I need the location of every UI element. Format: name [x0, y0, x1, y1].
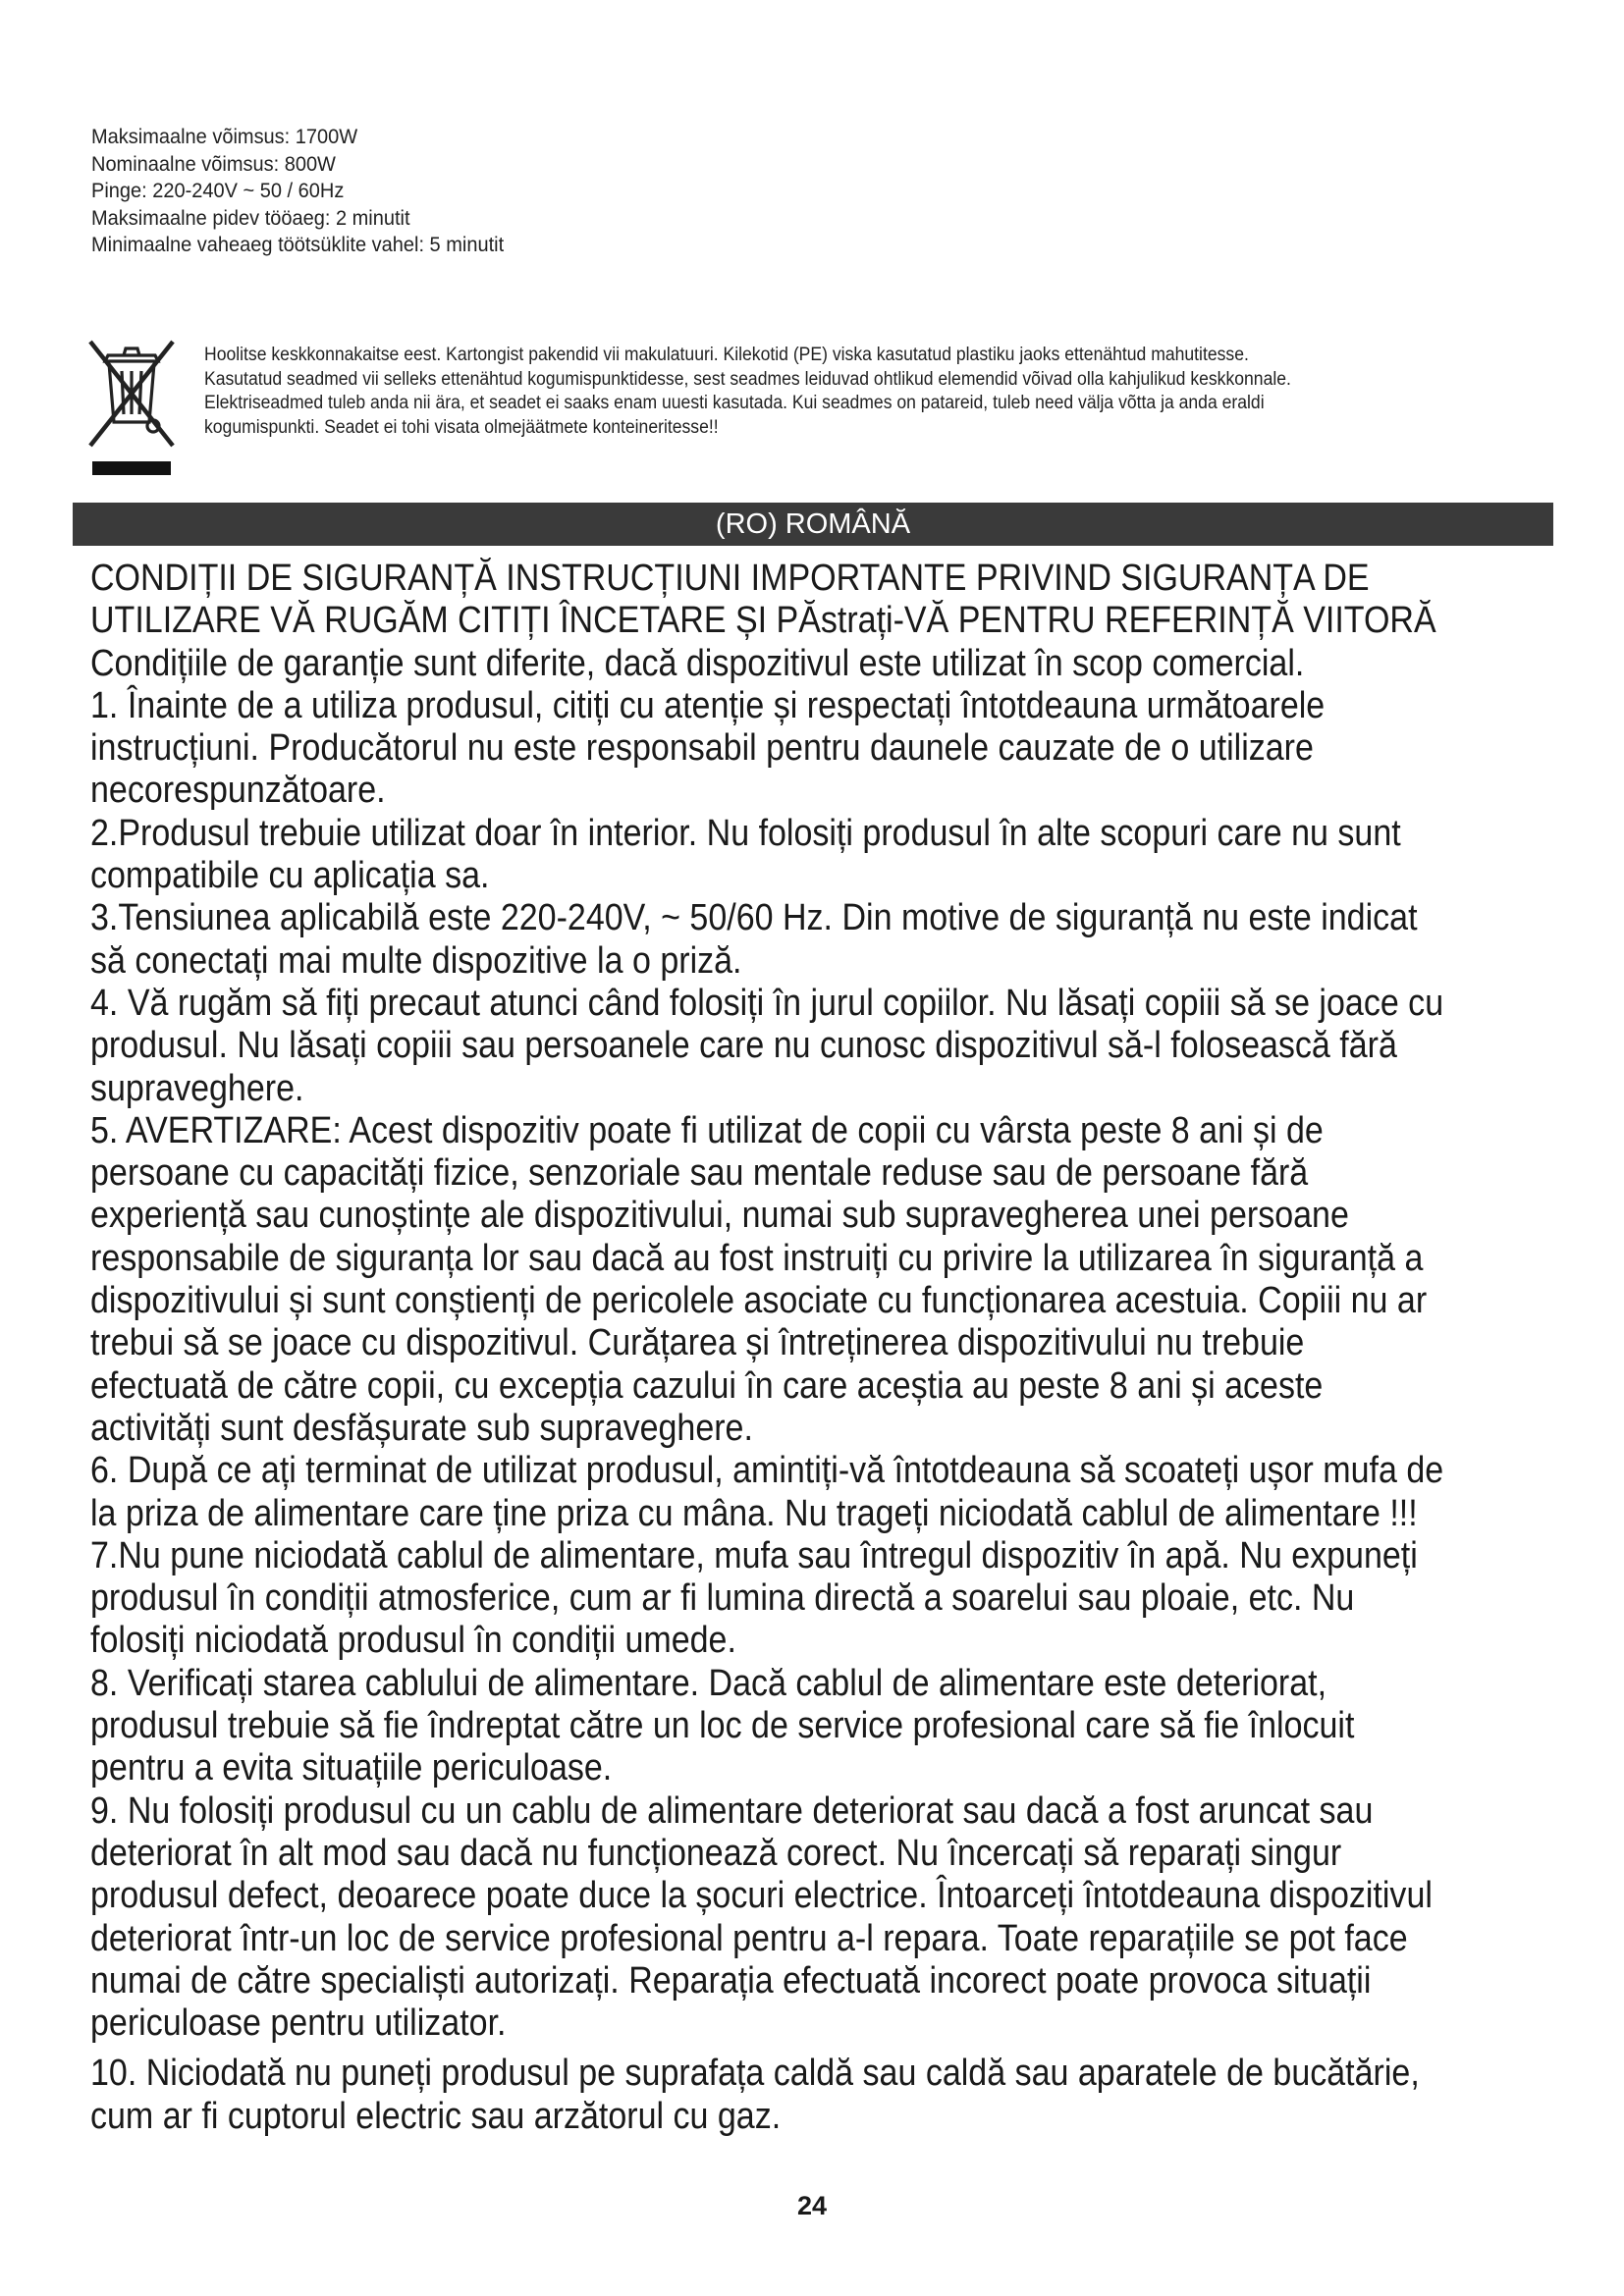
page-number: 24: [796, 2191, 828, 2220]
text-line: necorespunzătoare.: [90, 770, 386, 812]
spec-nominal-power: Nominaalne võimsus: 800W: [91, 151, 336, 176]
text-line: instrucțiuni. Producătorul nu este responsabil pentru daunele cauzate de o utilizare: [90, 727, 1314, 770]
text-line: produsul. Nu lăsați copiii sau persoanele care nu cunosc dispozitivul să-l folosească fără: [90, 1025, 1397, 1067]
text-line: 9. Nu folosiți produsul cu un cablu de alimentare deteriorat sau dacă a fost aruncat sau: [90, 1789, 1374, 1832]
text-line: produsul în condiții atmosferice, cum ar fi lumina directă a soarelui sau ploaie, etc. Nu: [90, 1577, 1355, 1620]
spec-voltage: Pinge: 220-240V ~ 50 / 60Hz: [91, 179, 345, 202]
spec-max-power: Maksimaalne võimsus: 1700W: [91, 125, 358, 148]
text-line: trebui să se joace cu dispozitivul. Curățarea și întreținerea dispozitivului nu trebuie: [90, 1322, 1305, 1364]
technical-specs: [91, 124, 504, 259]
text-line: 1. Înainte de a utiliza produsul, citiți cu atenție și respectați întotdeauna următoarele: [90, 684, 1326, 726]
text-line: Condițiile de garanție sunt diferite, dacă dispozitivul este utilizat în scop comercial.: [90, 642, 1305, 684]
text-line: deteriorat în alt mod sau dacă nu funcționează corect. Nu încercați să reparați singur: [90, 1832, 1342, 1874]
spec-min-pause: Minimaalne vaheaeg töötsüklite vahel: 5 minutit: [91, 233, 505, 256]
text-line: 4. Vă rugăm să fiți precaut atunci când folosiți în jurul copiilor. Nu lăsați copiii să se joace cu: [90, 982, 1444, 1024]
section-heading: CONDIȚII DE SIGURANȚĂ INSTRUCȚIUNI IMPORTANTE PRIVIND SIGURANȚA DE: [90, 558, 1370, 599]
text-line: 7.Nu pune niciodată cablul de alimentare, mufa sau întregul dispozitiv în apă. Nu expuneți: [90, 1534, 1418, 1576]
text-line: compatibile cu aplicația sa.: [90, 855, 490, 897]
text-line: efectuată de către copii, cu excepția cazului în care aceștia au peste 8 ani și aceste: [90, 1364, 1324, 1407]
text-line: numai de către specialiști autorizați. Reparația efectuată incorect poate provoca situații: [90, 1959, 1372, 2002]
safety-instructions: [90, 558, 1444, 2138]
recycling-notice: [204, 344, 1485, 441]
text-line: 10. Niciodată nu puneți produsul pe suprafața caldă sau caldă sau aparatele de bucătărie,: [90, 2053, 1420, 2095]
section-heading: UTILIZARE VĂ RUGĂM CITIȚI ÎNCETARE ȘI PĂstrați-VĂ PENTRU REFERINȚĂ VIITORĂ: [90, 600, 1436, 642]
text-line: responsabile de siguranța lor sau dacă au fost instruiți cu privire la utilizarea în siguranță a: [90, 1237, 1424, 1279]
spec-max-runtime: Maksimaalne pidev tööaeg: 2 minutit: [91, 205, 410, 230]
text-line: persoane cu capacități fizice, senzoriale sau mentale reduse sau de persoane fără: [90, 1152, 1309, 1195]
text-line: 8. Verificați starea cablului de alimentare. Dacă cablul de alimentare este deteriorat,: [90, 1662, 1327, 1704]
text-line: 5. AVERTIZARE: Acest dispozitiv poate fi utilizat de copii cu vârsta peste 8 ani și de: [90, 1109, 1324, 1151]
text-line: activități sunt desfășurate sub supraveghere.: [90, 1407, 753, 1449]
recycling-line: Elektriseadmed tuleb anda nii ära, et seadet ei saaks enam uuesti kasutada. Kui seadmes on patareid, tuleb need välja võtta ja anda eraldi: [204, 393, 1265, 414]
text-line: 3.Tensiunea aplicabilă este 220-240V, ~ 50/60 Hz. Din motive de siguranță nu este indicat: [90, 897, 1418, 939]
text-line: dispozitivului și sunt conștienți de pericolele asociate cu funcționarea acestuia. Copiii nu ar: [90, 1280, 1428, 1322]
text-line: pentru a evita situațiile periculoase.: [90, 1747, 613, 1789]
weee-crossed-bin-icon: [81, 334, 183, 479]
recycling-line: kogumispunkti. Seadet ei tohi visata olmejäätmete konteineritesse!!: [204, 417, 719, 439]
text-line: la priza de alimentare care ține priza cu mâna. Nu trageți niciodată cablul de alimentare !!!: [90, 1492, 1418, 1534]
recycling-line: Kasutatud seadmed vii selleks ettenähtud kogumispunktidesse, sest seadmes leiduvad ohtlikud elemendid võivad olla kahjulikud keskkonnale.: [204, 368, 1291, 390]
recycling-line: Hoolitse keskkonnakaitse eest. Kartongist pakendid vii makulatuuri. Kilekotid (PE) viska kasutatud plastiku jaoks ettenähtud mahutitesse.: [204, 345, 1249, 365]
text-line: folosiți niciodată produsul în condiții umede.: [90, 1620, 736, 1662]
text-line: produsul trebuie să fie îndreptat către un loc de service profesional care să fie înlocuit: [90, 1705, 1355, 1747]
language-header: (RO) ROMÂNĂ: [73, 503, 1553, 546]
text-line: periculoase pentru utilizator.: [90, 2002, 507, 2045]
text-line: 6. După ce ați terminat de utilizat produsul, amintiți-vă întotdeauna să scoateți ușor mufa de: [90, 1450, 1444, 1492]
text-line: produsul defect, deoarece poate duce la șocuri electrice. Întoarceți întotdeauna dispozitivul: [90, 1875, 1433, 1917]
text-line: experiență sau cunoștințe ale dispozitivului, numai sub supravegherea unei persoane: [90, 1195, 1349, 1237]
text-line: să conectați mai multe dispozitive la o priză.: [90, 939, 742, 982]
text-line: cum ar fi cuptorul electric sau arzătorul cu gaz.: [90, 2095, 782, 2137]
text-line: 2.Produsul trebuie utilizat doar în interior. Nu folosiți produsul în alte scopuri care nu sunt: [90, 812, 1401, 854]
text-line: supraveghere.: [90, 1067, 304, 1109]
text-line: deteriorat într-un loc de service profesional pentru a-l repara. Toate reparațiile se pot face: [90, 1917, 1408, 1959]
